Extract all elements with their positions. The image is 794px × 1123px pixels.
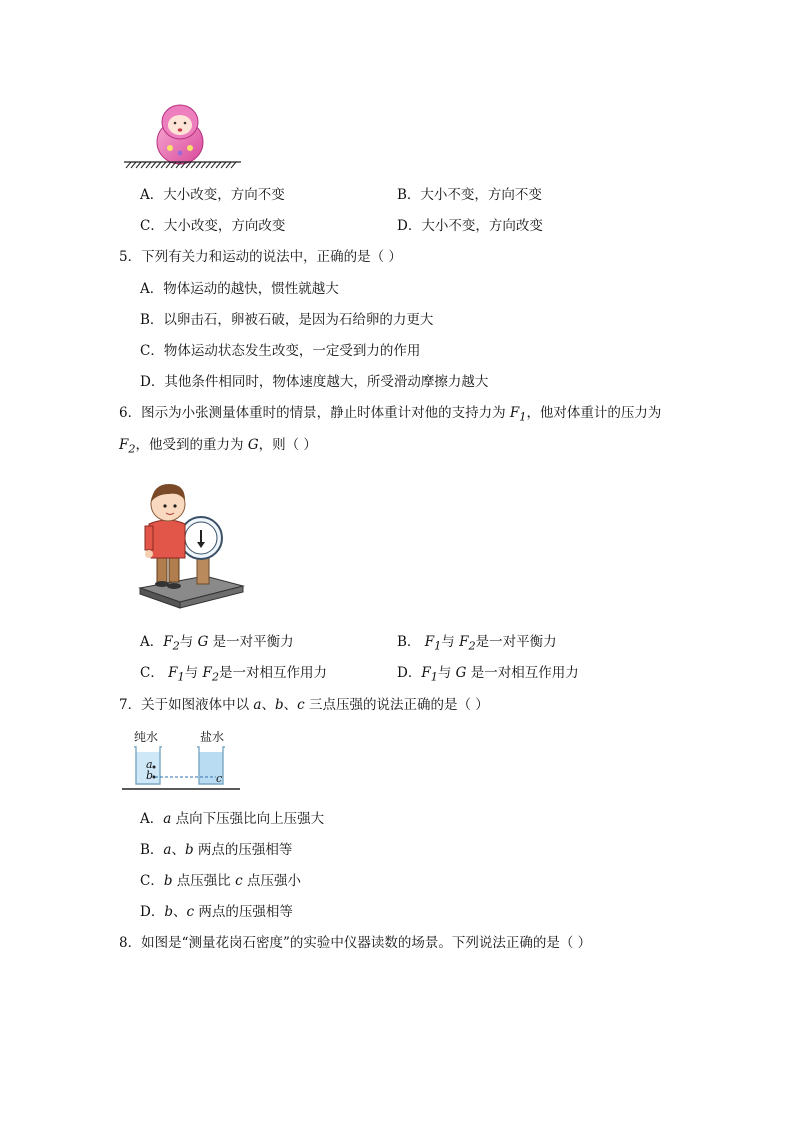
q5-stem: 5．下列有关力和运动的说法中，正确的是（ ） [119, 249, 402, 265]
person-on-scale-figure [135, 476, 245, 611]
q6-option-b: B． $F_1$与 $F_2$是一对平衡力 [397, 634, 557, 653]
point-b-label: b [146, 769, 154, 782]
point-c-label: c [216, 772, 223, 785]
q8-stem: 8．如图是“测量花岗石密度”的实验中仪器读数的场景。下列说法正确的是（ ） [119, 935, 592, 951]
q6-stem-text: ，他受到的重力为 [135, 437, 248, 453]
q6-stem-text: ，则（ ） [258, 437, 317, 453]
beakers-figure [120, 728, 242, 792]
q6-stem-line2 [119, 436, 317, 459]
q6-stem-text: ，他对体重计的压力为 [526, 405, 662, 421]
q6-option-c: C． $F_1$与 $F_2$是一对相互作用力 [140, 665, 328, 684]
q7-option-b: B．a、b 两点的压强相等 [140, 842, 293, 858]
q6-var-f2: $F_2$ [119, 437, 136, 456]
q7-option-a: A．a 点向下压强比向上压强大 [140, 811, 325, 827]
q6-stem-text: 6．图示为小张测量体重时的情景，静止时体重计对他的支持力为 [119, 405, 510, 421]
q7-option-d: D．b、c 两点的压强相等 [140, 904, 293, 920]
q7-option-c: C．b 点压强比 c 点压强小 [140, 873, 301, 889]
q6-option-d: D．$F_1$与 G 是一对相互作用力 [397, 665, 579, 684]
label-salt-water: 盐水 [200, 730, 225, 744]
q6-var-f1: $F_1$ [509, 405, 527, 424]
q4-option-a: A．大小改变，方向不变 [140, 187, 285, 203]
label-pure-water: 纯水 [134, 730, 159, 744]
tumbler-toy-figure [120, 100, 245, 172]
q4-option-c: C．大小改变，方向改变 [140, 218, 286, 234]
point-a-label: a [146, 758, 153, 771]
q4-option-d: D．大小不变，方向改变 [397, 218, 543, 234]
q5-option-a: A．物体运动的越快，惯性就越大 [140, 281, 339, 297]
q4-option-b: B．大小不变，方向不变 [397, 187, 542, 203]
q6-stem-line1 [119, 404, 661, 427]
q6-option-a: A．$F_2$与 G 是一对平衡力 [140, 634, 294, 653]
q7-stem: 7．关于如图液体中以 a、b、c 三点压强的说法正确的是（ ） [119, 697, 489, 713]
q6-var-g: G [247, 437, 259, 453]
q5-option-c: C．物体运动状态发生改变，一定受到力的作用 [140, 343, 421, 359]
q5-option-b: B．以卵击石，卵被石破，是因为石给卵的力更大 [140, 312, 434, 328]
q5-option-d: D．其他条件相同时，物体速度越大，所受滑动摩擦力越大 [140, 374, 489, 390]
